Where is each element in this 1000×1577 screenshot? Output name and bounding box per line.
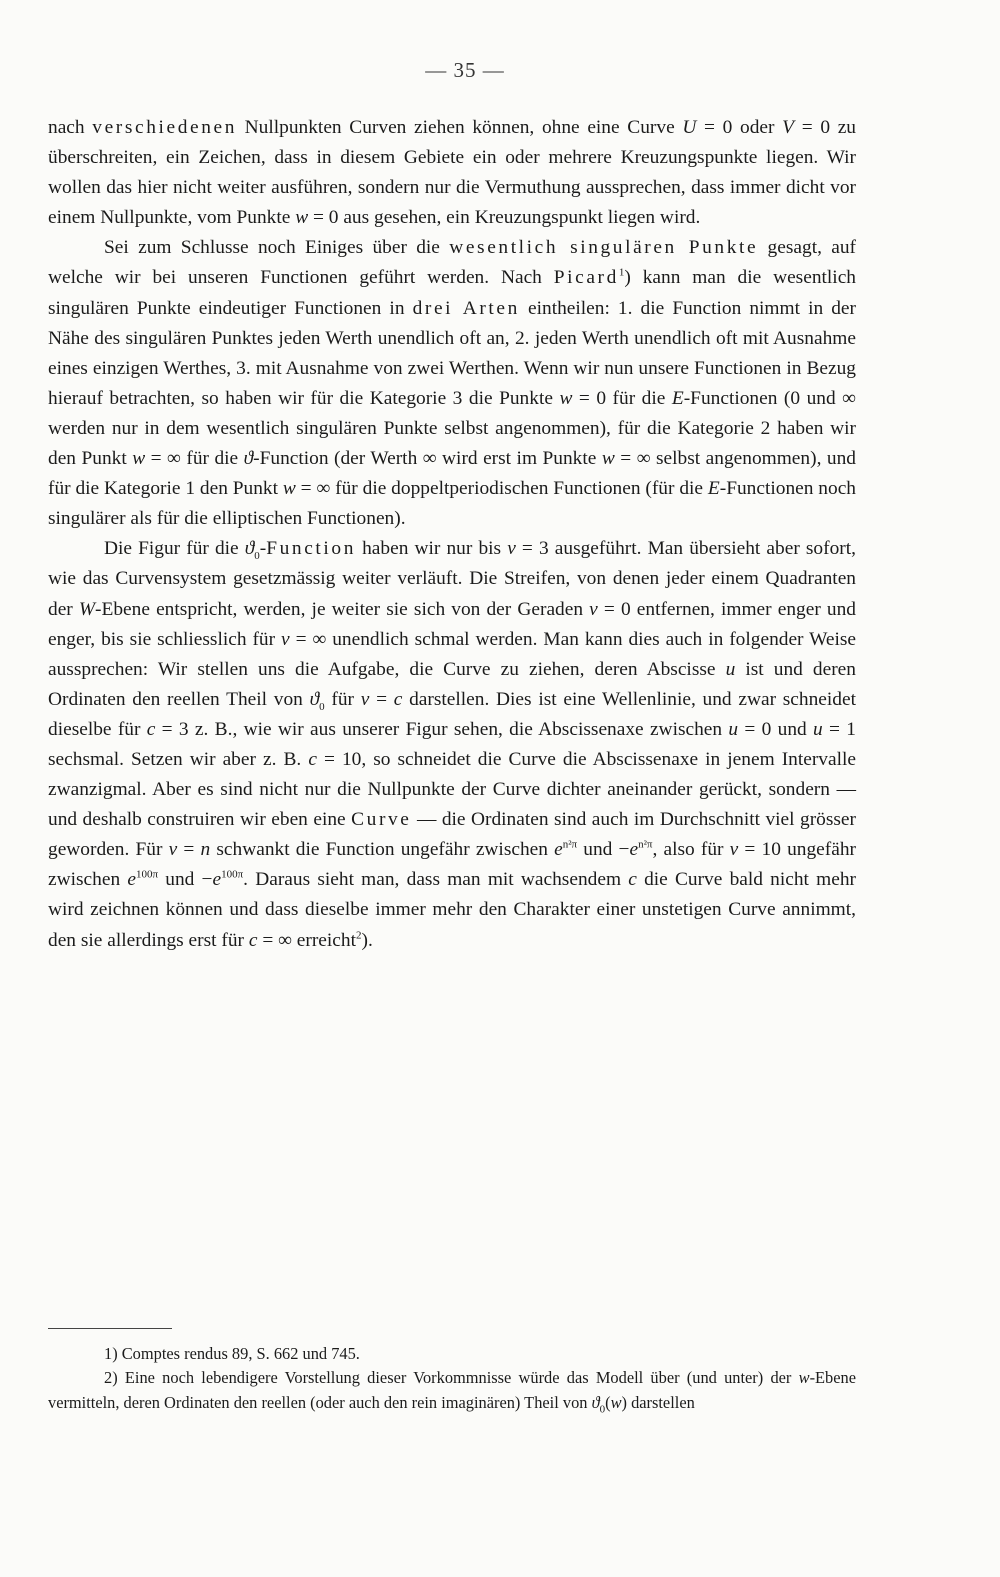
text-run: = 10 ungefähr zwischen (48, 839, 857, 891)
text-run: gesagt, auf welche wir bei unseren Functionen geführt werden. Nach (48, 237, 857, 289)
emphasis-text: drei Arten (412, 297, 520, 319)
text-run: Die Figur für die (104, 538, 245, 560)
paragraph-3 (48, 534, 856, 955)
math-symbol: c (393, 688, 403, 710)
text-run: Sei zum Schlusse noch Einiges über die (104, 237, 450, 259)
text-run: — die Ordinaten sind auch im Durchschnitt viel grösser geworden. Für (48, 809, 856, 861)
math-symbol: E (671, 387, 684, 409)
text-run: ). (361, 929, 373, 951)
text-run: 2) Eine noch lebendigere Vorstellung dieser Vorkommnisse würde das Modell über (und unter) der (104, 1368, 799, 1388)
footnote-1 (48, 1342, 856, 1366)
text-run: ) kann man die wesentlich singulären Punkte eindeutiger Functionen in (48, 267, 856, 319)
math-symbol: e (629, 839, 639, 861)
math-symbol: E (707, 478, 720, 500)
math-symbol: e (127, 869, 136, 891)
superscript: 100π (221, 868, 244, 881)
text-run: -Functionen noch singulärer als für die elliptischen Functionen). (48, 478, 856, 530)
text-run: = 0 zu überschreiten, ein Zeichen, dass in diesem Gebiete ein oder mehrere Kreuzungspunkte liegen. Wir wollen das hier nicht weiter ausführen, sondern nur die Vermuthung aussprechen, dass immer dicht vor einem Nullpunkte, vom Punkte (48, 117, 856, 229)
math-symbol: v (281, 628, 290, 650)
text-run: = ∞ unendlich schmal werden. Man kann dies auch in folgender Weise aussprechen: Wir stellen uns die Aufgabe, die Curve zu ziehen, deren Abscisse (48, 628, 857, 680)
math-symbol: v (507, 538, 516, 560)
emphasis-text: Function (266, 538, 356, 560)
math-symbol: e (212, 869, 222, 891)
text-run: für (324, 688, 361, 710)
math-symbol: ϑ (591, 1392, 600, 1412)
text-run: und − (577, 839, 630, 861)
math-symbol: U (682, 117, 697, 138)
text-run: -Functionen (0 und ∞ werden nur in dem wesentlich singulären Punkte selbst angenommen), für die Kategorie 2 haben wir den Punkt (48, 387, 857, 470)
subscript: 0 (254, 550, 260, 563)
math-symbol: c (146, 718, 156, 740)
math-symbol: W (78, 598, 96, 620)
text-run: = ∞ für die (145, 448, 244, 470)
text-run: eintheilen: 1. die Function nimmt in der Nähe des singulären Punktes jeden Werth unendlich oft an, 2. jeden Werth unendlich oft mit Ausnahme eines einzigen Werthes, 3. mit Ausnahme von zwei Werthen. Wenn wir nun unsere Functionen in Bezug hierauf betrachten, so haben wir für die Kategorie 3 die Punkte (48, 297, 856, 409)
text-run: = ∞ erreicht (257, 929, 356, 951)
emphasis-text: wesentlich singulären Punkte (449, 237, 759, 259)
text-run: - (259, 538, 267, 560)
math-symbol: v (168, 839, 178, 861)
text-run: = 0 aus gesehen, ein Kreuzungspunkt liegen wird. (308, 207, 701, 229)
text-run: = 0 und (738, 718, 814, 740)
math-symbol: w (601, 448, 615, 470)
text-run: nach (48, 117, 93, 138)
math-symbol: V (782, 117, 795, 138)
math-symbol: u (728, 718, 739, 740)
text-run: = (369, 688, 394, 710)
math-symbol: u (725, 658, 736, 680)
footnotes (48, 1342, 856, 1415)
math-symbol: n (200, 839, 211, 861)
math-symbol: u (813, 718, 823, 740)
superscript: 100π (135, 868, 159, 881)
footnote-2 (48, 1366, 856, 1415)
text-run: -Ebene vermitteln, deren Ordinaten den reellen (oder auch den rein imaginären) Theil von (48, 1368, 856, 1412)
emphasis-text: Curve (351, 809, 412, 831)
math-symbol: w (610, 1392, 622, 1412)
text-run: -Ebene entspricht, werden, je weiter sie sich von der Geraden (95, 598, 590, 620)
math-symbol: e (554, 839, 563, 861)
superscript: n²π (562, 838, 578, 851)
paragraph-2 (48, 233, 856, 534)
page-number: — 35 — (425, 58, 505, 82)
text-run: -Function (der Werth ∞ wird erst im Punkte (253, 448, 602, 470)
math-symbol: w (132, 448, 146, 470)
text-run: = 3 ausgeführt. Man übersieht aber sofort, wie das Curvensystem gesetzmässig weiter verläuft. Die Streifen, von denen jeder einem Quadranten der (48, 538, 856, 620)
superscript: 1 (618, 267, 625, 279)
superscript: 2 (355, 929, 362, 942)
text-run: = ∞ für die doppeltperiodischen Functionen (für die (295, 478, 708, 500)
text-run: . Daraus sieht man, dass man mit wachsendem (243, 869, 629, 891)
math-symbol: c (308, 748, 317, 770)
text-run: schwankt die Function ungefähr zwischen (210, 839, 555, 861)
subscript: 0 (319, 700, 325, 713)
text-run: = 0 oder (696, 117, 783, 138)
math-symbol: ϑ (309, 688, 320, 710)
text-run: , also für (652, 839, 730, 861)
text-run: = 3 z. B., wie wir aus unserer Figur sehen, die Abscissenaxe zwischen (155, 718, 729, 740)
math-symbol: v (360, 688, 370, 710)
text-run: = 0 entfernen, immer enger und enger, bis sie schliesslich für (48, 598, 856, 650)
footnote-divider (48, 1328, 172, 1329)
math-symbol: v (589, 598, 598, 620)
text-run: ist und deren Ordinaten den reellen Theil von (48, 658, 856, 710)
text-run: = 0 für die (572, 387, 672, 409)
subscript: 0 (599, 1403, 606, 1416)
math-symbol: c (248, 929, 258, 951)
math-symbol: w (798, 1368, 810, 1388)
body-text (48, 113, 856, 956)
text-run: = ∞ selbst angenommen), und für die Kategorie 1 den Punkt (48, 448, 856, 500)
math-symbol: w (282, 478, 296, 500)
math-symbol: c (628, 869, 637, 891)
text-run: = 10, so schneidet die Curve die Abscissenaxe in jenem Intervalle zwanzigmal. Aber es sind nicht nur die Nullpunkte der Curve dichter aneinander gerückt, sondern — und deshalb construiren wir eben eine (48, 748, 856, 831)
text-run: ( (605, 1392, 611, 1412)
text-run: ) darstellen (621, 1392, 695, 1412)
text-run: = (177, 839, 201, 861)
emphasis-text: verschiedenen (92, 117, 237, 138)
text-run: haben wir nur bis (356, 538, 508, 560)
paragraph-1 (48, 113, 856, 233)
math-symbol: ϑ (244, 538, 255, 560)
emphasis-text: Picard (553, 267, 619, 289)
text-run: darstellen. Dies ist eine Wellenlinie, und zwar schneidet dieselbe für (48, 688, 856, 740)
math-symbol: w (559, 387, 573, 409)
math-symbol: w (295, 207, 309, 229)
text-run: Nullpunkten Curven ziehen können, ohne eine Curve (237, 117, 683, 138)
text-run: = 1 sechsmal. Setzen wir aber z. B. (48, 718, 856, 770)
text-run: die Curve bald nicht mehr wird zeichnen können und dass dieselbe immer mehr den Charakter einer unstetigen Curve annimmt, den sie allerdings erst für (48, 869, 856, 951)
superscript: n²π (638, 838, 653, 851)
math-symbol: ϑ (243, 448, 254, 470)
text-run: 1) Comptes rendus 89, S. 662 und 745. (104, 1344, 360, 1363)
text-run: und − (158, 869, 213, 891)
math-symbol: v (729, 839, 739, 861)
